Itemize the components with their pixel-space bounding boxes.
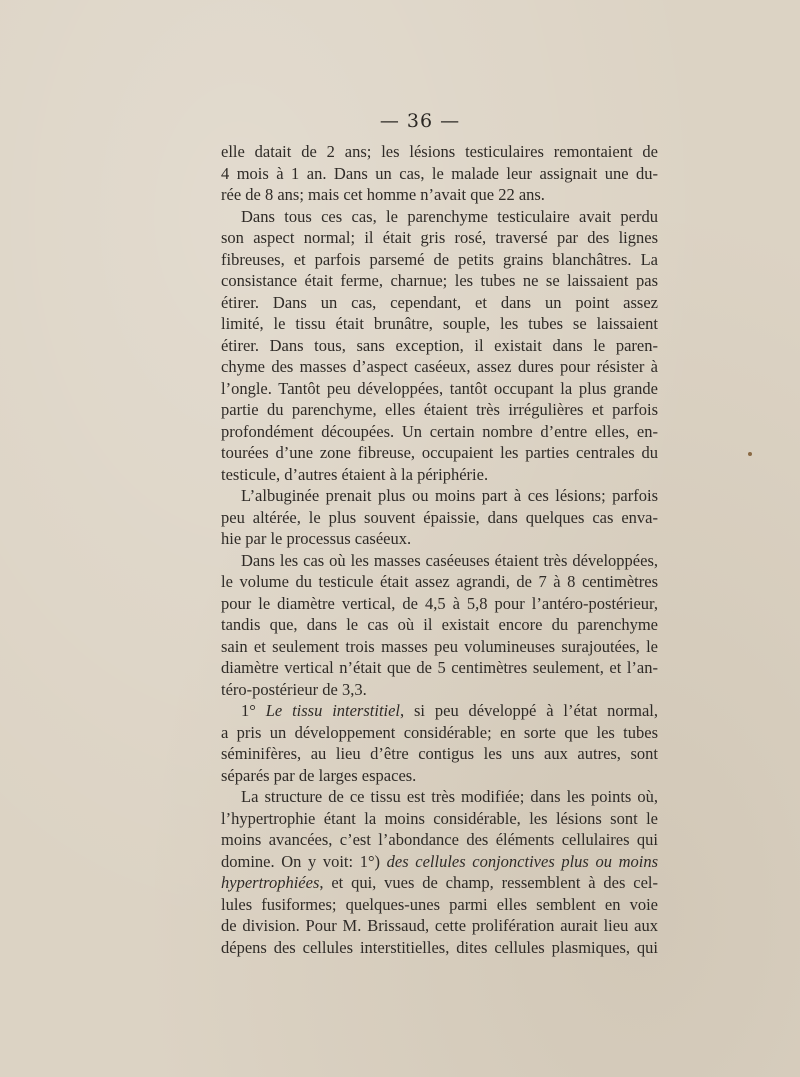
text-segment: l’hypertrophie étant la moins considérable, les lésions sont le xyxy=(221,808,658,828)
text-line xyxy=(221,937,658,959)
text-segment: de division. Pour M. Brissaud, cette prolifération aurait lieu aux xyxy=(221,916,658,935)
text-line xyxy=(221,270,658,292)
text-segment: La structure de ce tissu est très modifiée; dans les points où, xyxy=(241,787,658,806)
text-segment: Dans tous ces cas, le parenchyme testiculaire avait perdu xyxy=(241,206,658,226)
text-segment: domine. On y voit: 1°) xyxy=(221,851,387,871)
text-line xyxy=(221,657,658,679)
text-segment: profondément découpées. Un certain nombre d’entre elles, en- xyxy=(221,421,658,441)
text-line xyxy=(221,679,658,701)
text-line xyxy=(221,313,658,335)
text-segment: téro-postérieur de 3,3. xyxy=(221,679,367,699)
italic-text-segment: des cellules conjonctives plus ou moins xyxy=(386,851,658,871)
text-segment: dépens des cellules interstitielles, dites cellules plasmiques, qui xyxy=(221,937,658,957)
text-segment: L’albuginée prenait plus ou moins part à ces lésions; parfois xyxy=(241,486,658,505)
text-line xyxy=(221,528,658,550)
text-segment: , si peu développé à l’état normal, xyxy=(400,701,659,720)
text-segment: partie du parenchyme, elles étaient très irrégulières et parfois xyxy=(221,400,658,419)
text-segment: lules fusiformes; quelques-unes parmi elles semblent en voie xyxy=(221,894,658,914)
text-segment: 4 mois à 1 an. Dans un cas, le malade leur assignait une du- xyxy=(221,163,658,183)
text-line xyxy=(221,399,658,421)
text-line xyxy=(221,550,658,572)
text-line xyxy=(221,743,658,765)
text-line xyxy=(221,464,658,486)
text-segment: pour le diamètre vertical, de 4,5 à 5,8 pour l’antéro-postérieur, xyxy=(221,593,658,613)
text-segment: , et qui, vues de champ, ressemblent à des cel- xyxy=(319,873,658,892)
text-segment: tandis que, dans le cas où il existait encore du parenchyme xyxy=(221,615,658,634)
text-segment: sain et seulement trois masses peu volumineuses surajoutées, le xyxy=(221,636,658,656)
body-text xyxy=(221,141,658,958)
text-segment: peu altérée, le plus souvent épaissie, dans quelques cas enva- xyxy=(221,507,658,527)
text-line xyxy=(221,378,658,400)
text-segment: fibreuses, et parfois parsemé de petits grains blanchâtres. La xyxy=(221,249,658,269)
text-line xyxy=(221,249,658,271)
text-segment: limité, le tissu était brunâtre, souple, les tubes se laissaient xyxy=(221,314,658,333)
text-segment: séminifères, au lieu d’être contigus les uns aux autres, sont xyxy=(221,744,658,763)
text-line xyxy=(221,206,658,228)
text-segment: a pris un développement considérable; en sorte que les tubes xyxy=(221,722,658,742)
text-line xyxy=(221,786,658,808)
text-segment: chyme des masses d’aspect caséeux, assez dures pour résister à xyxy=(221,357,658,376)
text-line xyxy=(221,227,658,249)
italic-text-segment: hypertrophiées xyxy=(221,873,320,892)
text-segment: séparés par de larges espaces. xyxy=(221,765,417,785)
text-line xyxy=(221,872,658,894)
text-line xyxy=(221,808,658,830)
text-line xyxy=(221,356,658,378)
text-line xyxy=(221,507,658,529)
text-line xyxy=(221,722,658,744)
text-segment: diamètre vertical n’était que de 5 centimètres seulement, et l’an- xyxy=(221,658,658,677)
text-segment: étirer. Dans tous, sans exception, il existait dans le paren- xyxy=(221,335,658,355)
text-line xyxy=(221,421,658,443)
text-line xyxy=(221,485,658,507)
text-segment: 1° xyxy=(241,701,266,720)
text-line xyxy=(221,851,658,873)
text-line xyxy=(221,292,658,314)
text-line xyxy=(221,335,658,357)
text-line xyxy=(221,636,658,658)
text-segment: elle datait de 2 ans; les lésions testiculaires remontaient de xyxy=(221,142,658,161)
text-line xyxy=(221,141,658,163)
text-segment: tourées d’une zone fibreuse, occupaient les parties centrales du xyxy=(221,443,658,462)
text-line xyxy=(221,829,658,851)
italic-text-segment: Le tissu interstitiel xyxy=(265,701,401,720)
text-segment: le volume du testicule était assez agrandi, de 7 à 8 centimètres xyxy=(221,572,658,591)
text-segment: moins avancées, c’est l’abondance des éléments cellulaires qui xyxy=(221,830,658,849)
text-line xyxy=(221,163,658,185)
text-line xyxy=(221,184,658,206)
text-segment: son aspect normal; il était gris rosé, traversé par des lignes xyxy=(221,228,658,247)
text-line xyxy=(221,915,658,937)
paper-stain xyxy=(748,452,752,456)
text-segment: rée de 8 ans; mais cet homme n’avait que 22 ans. xyxy=(221,185,545,204)
text-line xyxy=(221,593,658,615)
text-line xyxy=(221,894,658,916)
text-line xyxy=(221,614,658,636)
text-segment: l’ongle. Tantôt peu développées, tantôt occupant la plus grande xyxy=(221,378,658,398)
text-line xyxy=(221,571,658,593)
text-segment: consistance était ferme, charnue; les tubes ne se laissaient pas xyxy=(221,271,658,290)
text-line xyxy=(221,442,658,464)
text-line xyxy=(221,700,658,722)
text-segment: Dans les cas où les masses caséeuses étaient très développées, xyxy=(241,550,658,570)
page-number: — 36 — xyxy=(379,110,461,132)
text-segment: étirer. Dans un cas, cependant, et dans un point assez xyxy=(221,292,658,312)
text-segment: testicule, d’autres étaient à la périphérie. xyxy=(221,464,489,484)
text-segment: hie par le processus caséeux. xyxy=(221,529,412,548)
text-line xyxy=(221,765,658,787)
